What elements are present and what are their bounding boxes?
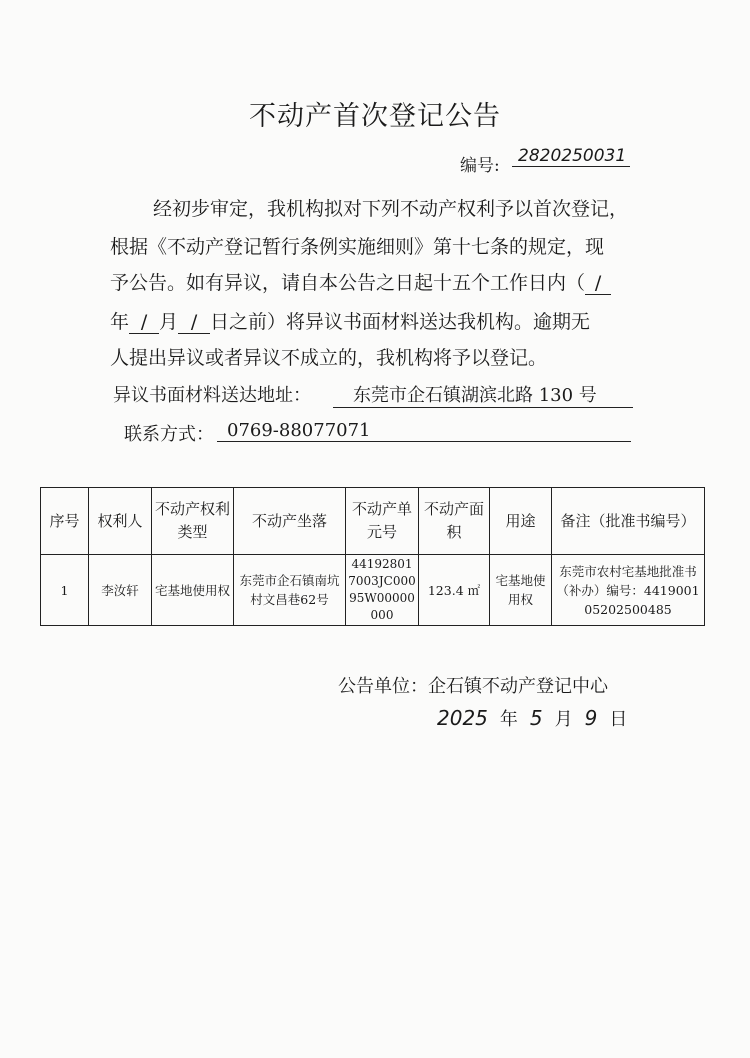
body-line-3-text: 予公告。如有异议，请自本公告之日起十五个工作日内（ <box>110 272 586 294</box>
blank-day: / <box>178 311 210 334</box>
date-year: 2025 <box>437 706 488 730</box>
issuer <box>338 672 608 698</box>
cell-location: 东莞市企石镇南坑村文昌巷62号 <box>234 555 346 626</box>
body-line-2: 根据《不动产登记暂行条例实施细则》第十七条的规定，现 <box>110 236 605 258</box>
header-usage: 用途 <box>490 488 552 555</box>
cell-usage: 宅基地使用权 <box>490 555 552 626</box>
date-day: 9 <box>584 706 598 730</box>
header-owner: 权利人 <box>89 488 152 555</box>
header-seq: 序号 <box>41 488 89 555</box>
body-line-4 <box>110 307 590 334</box>
body-line-5: 人提出异议或者异议不成立的，我机构将予以登记。 <box>110 347 548 369</box>
date-day-unit: 日 <box>609 709 628 730</box>
header-area: 不动产面积 <box>419 488 490 555</box>
issuer-label: 公告单位： <box>338 676 428 697</box>
blank-month: / <box>129 311 159 334</box>
month-unit: 月 <box>159 311 179 333</box>
date-month-unit: 月 <box>554 709 573 730</box>
notice-number-label: 编号: <box>460 156 500 176</box>
body-line-4-rest: 日之前）将异议书面材料送达我机构。逾期无 <box>210 311 591 333</box>
body-line-1: 经初步审定，我机构拟对下列不动产权利予以首次登记， <box>153 198 629 220</box>
cell-unit-no: 441928017003JC00095W00000000 <box>346 555 419 626</box>
header-remark: 备注（批准书编号） <box>552 488 705 555</box>
registration-table <box>40 487 705 626</box>
cell-remark: 东莞市农村宅基地批准书（补办）编号：441900105202500485 <box>552 555 705 626</box>
cell-owner: 李汝轩 <box>89 555 152 626</box>
cell-area: 123.4 ㎡ <box>419 555 490 626</box>
date-month: 5 <box>529 706 543 730</box>
page-title: 不动产首次登记公告 <box>249 101 501 132</box>
cell-seq: 1 <box>41 555 89 626</box>
issuer-value: 企石镇不动产登记中心 <box>428 676 608 697</box>
address-label: 异议书面材料送达地址： <box>113 385 311 406</box>
header-right-type: 不动产权利类型 <box>152 488 234 555</box>
address-value: 东莞市企石镇湖滨北路 130 号 <box>333 381 633 408</box>
notice-number-value: 2820250031 <box>512 146 630 167</box>
header-location: 不动产坐落 <box>234 488 346 555</box>
notice-date <box>437 705 639 731</box>
body-line-3 <box>110 268 611 295</box>
table-row <box>41 555 705 626</box>
year-unit: 年 <box>110 311 130 333</box>
date-year-unit: 年 <box>499 709 518 730</box>
contact-value: 0769-88077071 <box>217 420 631 442</box>
cell-right-type: 宅基地使用权 <box>152 555 234 626</box>
blank-days: / <box>585 272 611 295</box>
table-header-row <box>41 488 705 555</box>
contact-label: 联系方式： <box>124 424 214 445</box>
header-unit-no: 不动产单元号 <box>346 488 419 555</box>
